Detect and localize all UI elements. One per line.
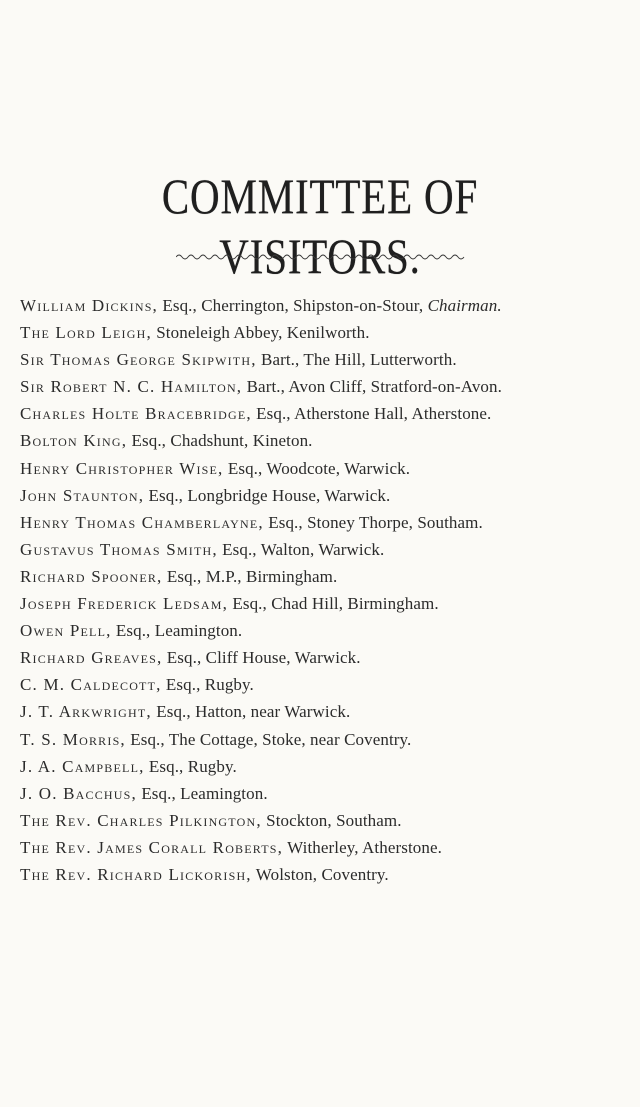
visitor-list (20, 292, 630, 888)
visitor-name: Sir Robert N. C. Hamilton, (20, 377, 243, 397)
visitor-details: Esq., Woodcote, Warwick. (223, 458, 411, 478)
visitor-name: Richard Greaves, (20, 648, 163, 668)
visitor-name: William Dickins, (20, 296, 159, 315)
visitor-entry (20, 861, 630, 888)
visitor-name: The Rev. James Corall Roberts, (20, 837, 284, 857)
visitor-entry (20, 644, 630, 671)
visitor-details: Esq., Leamington. (111, 621, 243, 641)
visitor-entry (20, 726, 630, 753)
visitor-details: Esq., Longbridge House, Warwick. (144, 485, 391, 505)
visitor-entry (20, 834, 630, 861)
visitor-name: T. S. Morris, (20, 729, 126, 749)
visitor-name: Bolton King, (20, 431, 128, 451)
visitor-role: Chairman. (423, 296, 502, 315)
visitor-entry (20, 536, 630, 563)
visitor-name: The Rev. Richard Lickorish, (20, 864, 252, 884)
visitor-details: Esq., Cherrington, Shipston-on-Stour, (158, 296, 424, 315)
visitor-entry (20, 617, 630, 644)
visitor-entry (20, 292, 630, 319)
visitor-details: Esq., Stoney Thorpe, Southam. (263, 512, 483, 532)
visitor-name: Henry Thomas Chamberlayne, (20, 512, 264, 532)
visitor-entry (20, 319, 630, 346)
page-title: COMMITTEE OF VISITORS. (161, 168, 479, 284)
visitor-details: Esq., Atherstone Hall, Atherstone. (251, 404, 492, 424)
visitor-details: Esq., Rugby. (144, 756, 237, 776)
visitor-details: Esq., Hatton, near Warwick. (151, 702, 351, 722)
visitor-name: J. O. Bacchus, (20, 783, 137, 803)
visitor-entry (20, 698, 630, 725)
visitor-entry (20, 482, 630, 509)
visitor-name: The Lord Leigh, (20, 323, 152, 343)
visitor-entry (20, 509, 630, 536)
visitor-name: J. T. Arkwright, (20, 702, 152, 722)
visitor-entry (20, 671, 630, 698)
visitor-details: Esq., Chadshunt, Kineton. (127, 431, 313, 451)
visitor-name: Charles Holte Bracebridge, (20, 404, 252, 424)
visitor-name: C. M. Caldecott, (20, 675, 162, 695)
visitor-details: Bart., Avon Cliff, Stratford-on-Avon. (242, 377, 502, 397)
visitor-entry (20, 373, 630, 400)
visitor-name: Sir Thomas George Skipwith, (20, 350, 257, 370)
visitor-entry (20, 455, 630, 482)
visitor-name: Owen Pell, (20, 621, 112, 641)
visitor-name: The Rev. Charles Pilkington, (20, 810, 262, 830)
ornamental-wavy-rule (176, 252, 466, 262)
visitor-details: Esq., Chad Hill, Birmingham. (228, 594, 439, 614)
visitor-entry (20, 563, 630, 590)
visitor-name: John Staunton, (20, 485, 145, 505)
visitor-details: Witherley, Atherstone. (283, 837, 442, 857)
visitor-name: J. A. Campbell, (20, 756, 145, 776)
visitor-entry (20, 780, 630, 807)
visitor-details: Bart., The Hill, Lutterworth. (256, 350, 457, 370)
visitor-details: Esq., M.P., Birmingham. (162, 566, 338, 586)
visitor-details: Esq., The Cottage, Stoke, near Coventry. (125, 729, 412, 749)
visitor-entry (20, 753, 630, 780)
visitor-name: Richard Spooner, (20, 566, 163, 586)
visitor-details: Stockton, Southam. (261, 810, 402, 830)
visitor-details: Esq., Cliff House, Warwick. (162, 648, 361, 668)
visitor-entry (20, 590, 630, 617)
visitor-details: Esq., Rugby. (161, 675, 254, 695)
visitor-entry (20, 807, 630, 834)
visitor-details: Esq., Leamington. (136, 783, 268, 803)
visitor-name: Henry Christopher Wise, (20, 458, 224, 478)
visitor-name: Joseph Frederick Ledsam, (20, 594, 229, 614)
visitor-details: Esq., Walton, Warwick. (217, 539, 385, 559)
visitor-entry (20, 427, 630, 454)
visitor-entry (20, 346, 630, 373)
visitor-name: Gustavus Thomas Smith, (20, 539, 218, 559)
visitor-entry (20, 400, 630, 427)
visitor-details: Wolston, Coventry. (251, 864, 389, 884)
visitor-details: Stoneleigh Abbey, Kenilworth. (151, 323, 370, 343)
